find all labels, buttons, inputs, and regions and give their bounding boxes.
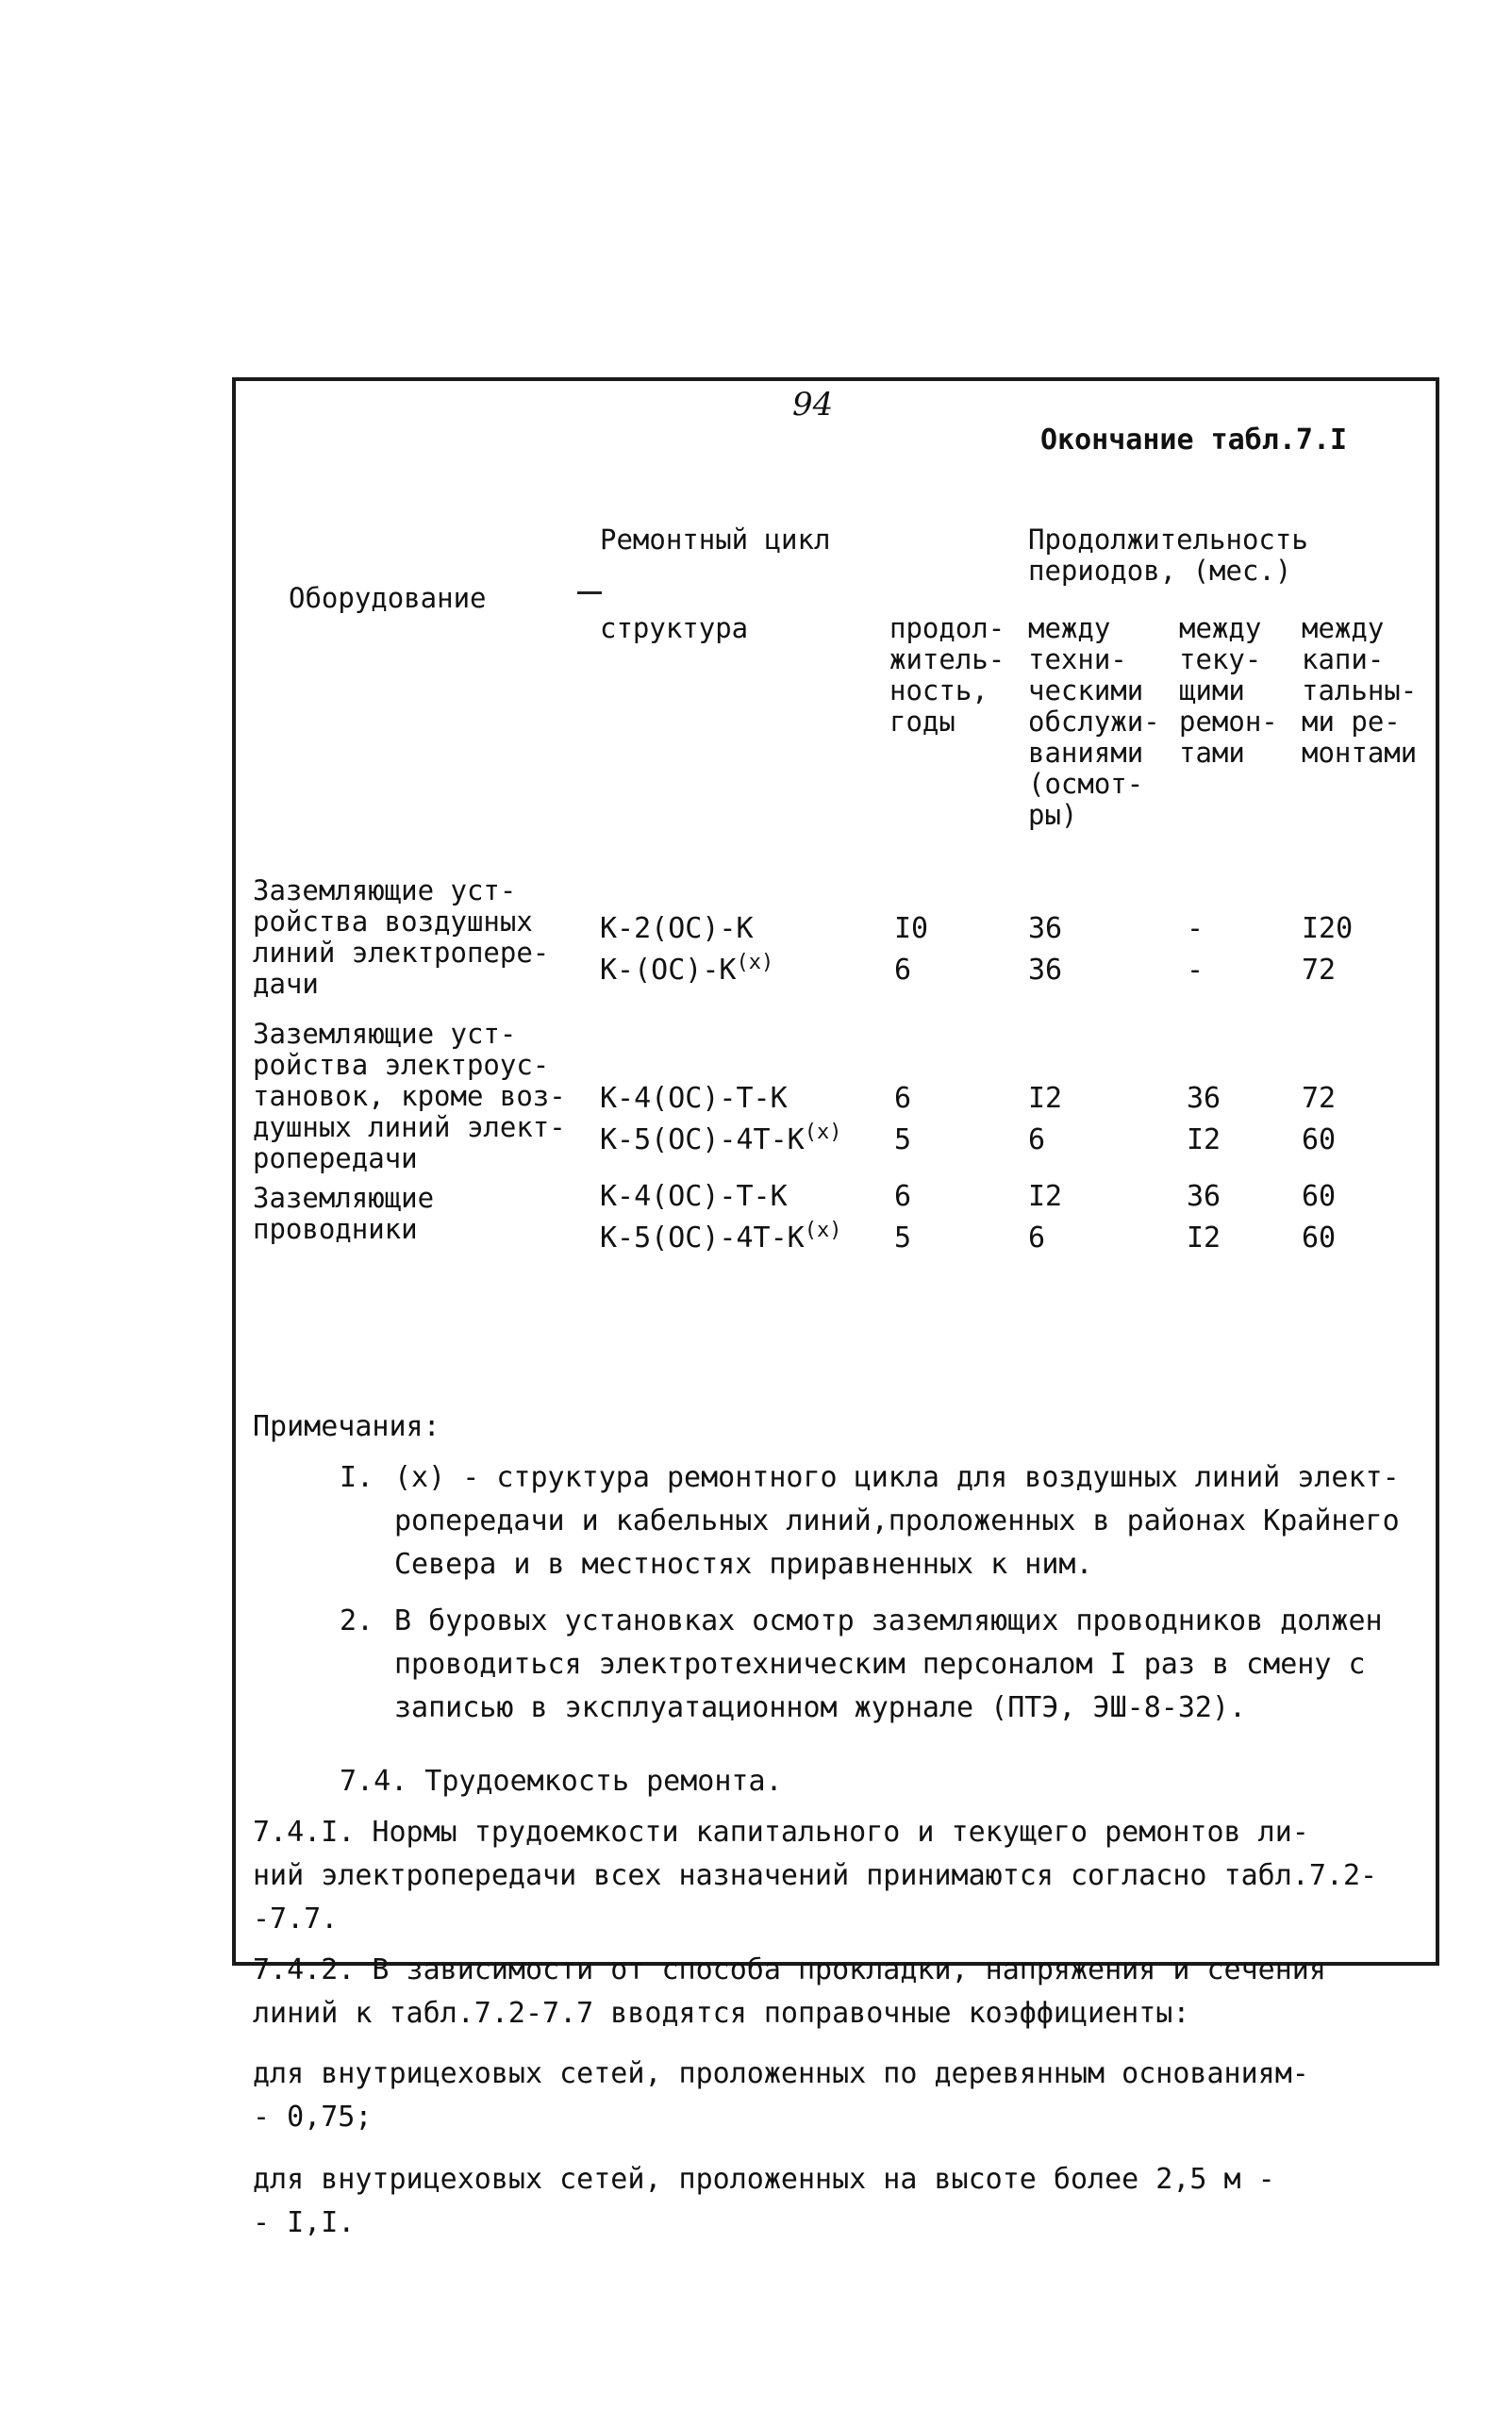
table-continuation-label: Окончание табл.7.I [1040, 424, 1348, 457]
equipment-label: Заземляющие проводники [253, 1182, 435, 1245]
header-between-maintenance: между техни- ческими обслужи- ваниями (осмот- ры) [1028, 612, 1160, 831]
capital-cell: I20 [1302, 912, 1354, 945]
maint-cell: I2 [1028, 1180, 1063, 1213]
header-repair-cycle: Ремонтный цикл [600, 523, 831, 556]
current-cell: 36 [1187, 1180, 1221, 1213]
current-cell: I2 [1187, 1123, 1221, 1156]
maint-cell: 36 [1028, 954, 1063, 987]
header-periods: Продолжительность периодов, (мес.) [1028, 523, 1308, 587]
structure-cell: К-2(ОС)-К [600, 912, 754, 945]
equipment-label: Заземляющие уст- ройства воздушных линий электропере- дачи [253, 874, 550, 1000]
capital-cell: 72 [1302, 1082, 1337, 1115]
capital-cell: 60 [1302, 1180, 1337, 1213]
notes-title: Примечания: [253, 1410, 440, 1443]
paragraph-7-4-1: 7.4.I. Нормы трудоемкости капитального и текущего ремонтов ли- ний электропередачи всех назначений принимаются согласно табл.7.2- -7.7. [253, 1816, 1378, 1936]
paragraph-coef-wooden: для внутрицеховых сетей, проложенных по деревянным основаниям- - 0,75; [253, 2057, 1309, 2134]
header-dash [577, 591, 602, 594]
paragraph-7-4-2: 7.4.2. В зависимости от способа прокладки, напряжения и сечения линий к табл.7.2-7.7 вводятся поправочные коэффициенты: [253, 1953, 1326, 2030]
maint-cell: 6 [1028, 1123, 1046, 1156]
header-between-current: между теку- щими ремон- тами [1179, 612, 1278, 769]
structure-cell: $К-5(ОС)-4Т-К^{(x)}$ [600, 1219, 842, 1255]
header-duration-years: продол- житель- ность, годы [889, 612, 1005, 738]
years-cell: I0 [894, 912, 929, 945]
section-heading: 7.4. Трудоемкость ремонта. [340, 1765, 783, 1798]
header-structure: структура [600, 612, 749, 644]
current-cell: I2 [1187, 1221, 1221, 1255]
note-text: В буровых установках осмотр заземляющих проводников должен проводиться электротехническим персоналом I раз в смену с записью в эксплуатационном журнале (ПТЭ, ЭШ-8-32). [394, 1604, 1383, 1724]
current-cell: - [1187, 912, 1205, 945]
note-text: (x) - структура ремонтного цикла для воздушных линий элект- ропередачи и кабельных линий,проложенных в районах Крайнего Севера и в местностях приравненных к ним. [394, 1461, 1400, 1581]
years-cell: 5 [894, 1221, 912, 1255]
years-cell: 6 [894, 1180, 912, 1213]
maint-cell: I2 [1028, 1082, 1063, 1115]
years-cell: 5 [894, 1123, 912, 1156]
note-number: 2. [340, 1604, 374, 1637]
years-cell: 6 [894, 1082, 912, 1115]
equipment-label: Заземляющие уст- ройства электроус- тановок, кроме воз- душных линий элект- ропередачи [253, 1018, 566, 1174]
note-number: I. [340, 1461, 374, 1494]
maint-cell: 36 [1028, 912, 1063, 945]
current-cell: 36 [1187, 1082, 1221, 1115]
header-between-capital: между капи- тальны- ми ре- монтами [1302, 612, 1418, 769]
page-number: 94 [792, 386, 834, 424]
capital-cell: 60 [1302, 1221, 1337, 1255]
capital-cell: 60 [1302, 1123, 1337, 1156]
structure-cell: К-4(ОС)-Т-К [600, 1082, 788, 1115]
current-cell: - [1187, 954, 1205, 987]
structure-cell: $К-5(ОС)-4Т-К^{(x)}$ [600, 1121, 842, 1156]
maint-cell: 6 [1028, 1221, 1046, 1255]
header-equipment: Оборудование [289, 582, 487, 614]
paragraph-coef-height: для внутрицеховых сетей, проложенных на высоте более 2,5 м - - I,I. [253, 2163, 1275, 2239]
capital-cell: 72 [1302, 954, 1337, 987]
years-cell: 6 [894, 954, 912, 987]
structure-cell: $К-(ОС)-К^{(x)}$ [600, 951, 774, 987]
structure-cell: К-4(ОС)-Т-К [600, 1180, 788, 1213]
